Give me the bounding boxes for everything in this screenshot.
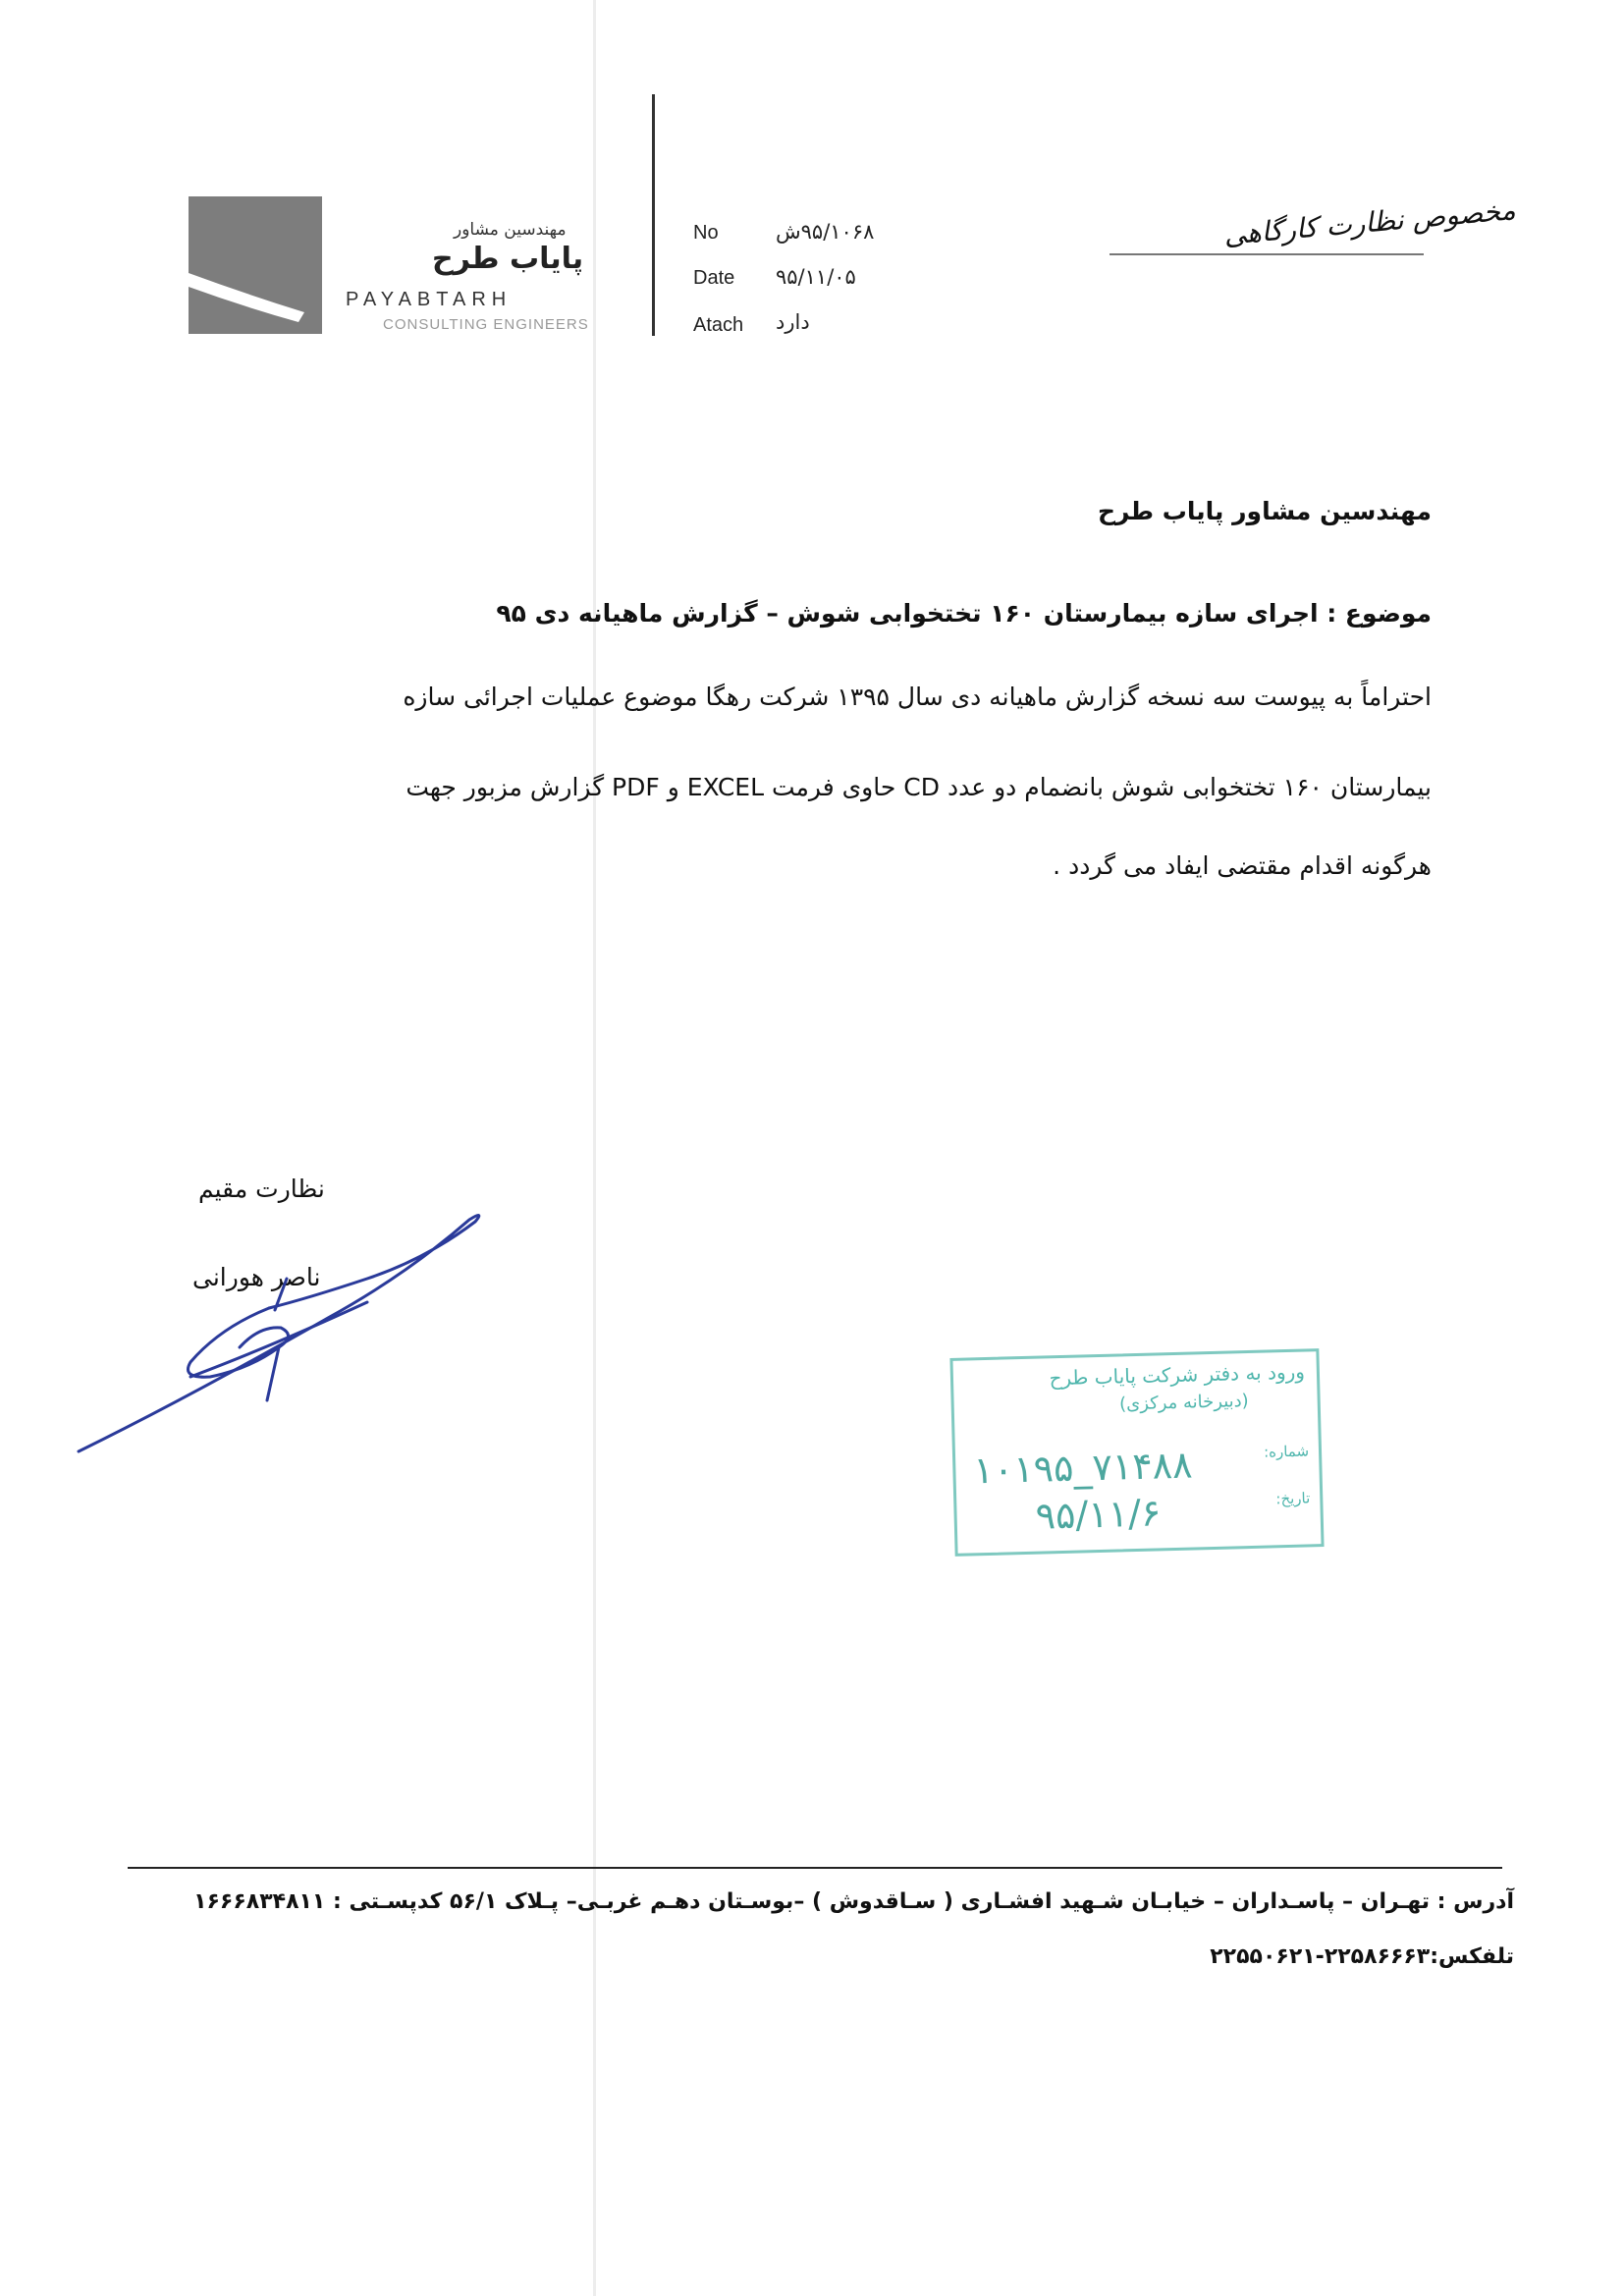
attach-value: دارد bbox=[776, 310, 810, 334]
logo-english-name: PAYABTARH bbox=[346, 289, 513, 310]
logo-persian-subtitle: مهندسین مشاور bbox=[454, 220, 567, 240]
footer-telfax: تلفکس:۲۲۵۸۶۶۶۳-۲۲۵۵۰۶۲۱ bbox=[1210, 1944, 1514, 1969]
subject: موضوع : اجرای سازه بیمارستان ۱۶۰ تختخوابی شوش – گزارش ماهیانه دی ۹۵ bbox=[496, 599, 1432, 628]
logo-english-subtitle: CONSULTING ENGINEERS bbox=[383, 316, 589, 333]
date-label: Date bbox=[693, 267, 735, 289]
received-stamp bbox=[949, 1348, 1324, 1557]
signature-title: نظارت مقیم bbox=[198, 1175, 325, 1203]
stamp-date: ۹۵/۱۱/۶ bbox=[1035, 1491, 1162, 1538]
footer-address: آدرس : تهـران – پاسـداران – خیابـان شـهید افشـاری ( سـاقدوش ) –بوسـتان دهـم غربـی– پـلاک ۵۶/۱ کدپسـتی : ۱۶۶۶۸۳۴۸۱۱ bbox=[193, 1889, 1514, 1914]
stamp-subtitle: (دبیرخانه مرکزی) bbox=[1118, 1391, 1249, 1415]
body-line-3: هرگونه اقدام مقتضی ایفاد می گردد . bbox=[1053, 851, 1432, 880]
header-note: مخصوص نظارت کارگاهی bbox=[1222, 193, 1517, 251]
footer-divider bbox=[128, 1867, 1502, 1869]
signature-name: ناصر هورانی bbox=[192, 1263, 321, 1291]
no-value: ۹۵/۱۰۶۸ش bbox=[776, 220, 875, 244]
body-line-2: بیمارستان ۱۶۰ تختخوابی شوش بانضمام دو عدد CD حاوی فرمت EXCEL و PDF گزارش مزبور جهت bbox=[406, 773, 1432, 801]
stamp-number: ۱۰۱۹۵_۷۱۴۸۸ bbox=[972, 1443, 1194, 1493]
company-logo-mark bbox=[189, 196, 322, 334]
logo-persian-name: پایاب طرح bbox=[432, 242, 584, 276]
stamp-number-label: شماره: bbox=[1263, 1442, 1310, 1461]
stamp-date-label: تاریخ: bbox=[1275, 1489, 1311, 1508]
date-value: ۹۵/۱۱/۰۵ bbox=[776, 265, 856, 289]
header-note-underline bbox=[1110, 253, 1424, 255]
header-divider bbox=[652, 94, 655, 336]
stamp-title: ورود به دفتر شرکت پایاب طرح bbox=[1049, 1359, 1306, 1391]
body-line-1: احتراماً به پیوست سه نسخه گزارش ماهیانه دی سال ۱۳۹۵ شرکت رهگا موضوع عملیات اجرائی سازه bbox=[403, 683, 1432, 711]
logo-swoosh-icon bbox=[189, 196, 322, 334]
attach-label: Atach bbox=[693, 314, 744, 336]
recipient: مهندسین مشاور پایاب طرح bbox=[1097, 497, 1432, 525]
handwritten-signature bbox=[73, 1200, 583, 1465]
paper-fold-line bbox=[593, 0, 596, 2296]
no-label: No bbox=[693, 222, 719, 244]
